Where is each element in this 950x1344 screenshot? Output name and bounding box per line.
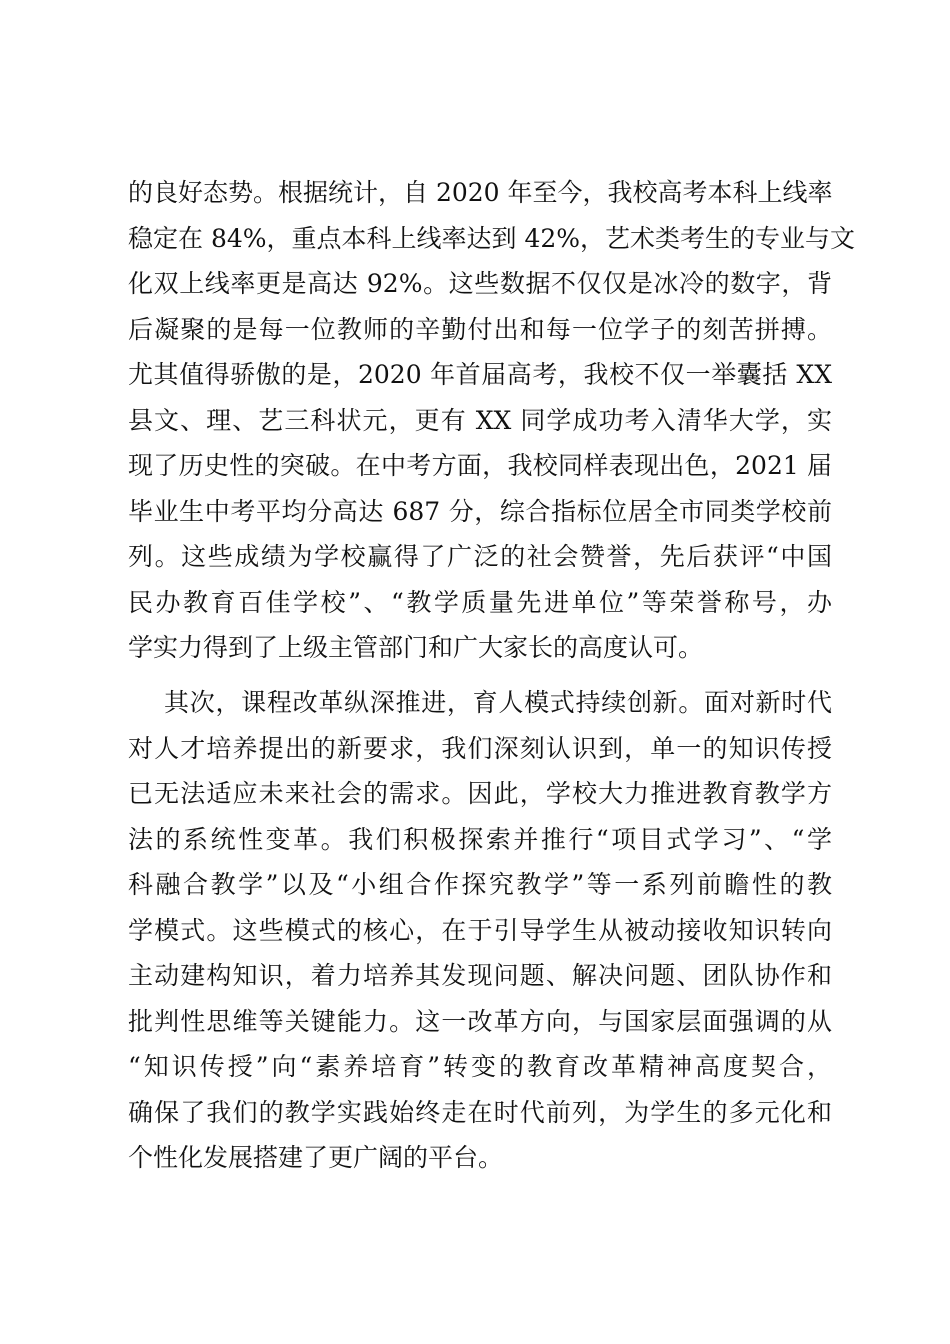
text-line: 确保了我们的教学实践始终走在时代前列，为学生的多元化和 — [128, 1097, 832, 1127]
text-line: 列。这些成绩为学校赢得了广泛的社会赞誉，先后获评“中国 — [128, 542, 832, 571]
text-line: 后凝聚的是每一位教师的辛勤付出和每一位学子的刻苦拼搏。 — [128, 314, 832, 344]
text-line: “知识传授”向“素养培育”转变的教育改革精神高度契合， — [128, 1052, 832, 1081]
text-line: 毕业生中考平均分高达 687 分，综合指标位居全市同类学校前 — [128, 496, 832, 526]
text-line: 法的系统性变革。我们积极探索并推行“项目式学习”、“学 — [128, 824, 832, 854]
text-line: 个性化发展搭建了更广阔的平台。 — [128, 1143, 504, 1172]
text-line: 化双上线率更是高达 92%。这些数据不仅仅是冰冷的数字，背 — [128, 269, 832, 298]
text-line: 民办教育百佳学校”、“教学质量先进单位”等荣誉称号，办 — [128, 587, 832, 617]
text-line: 的良好态势。根据统计，自 2020 年至今，我校高考本科上线率 — [128, 178, 833, 207]
text-line: 科融合教学”以及“小组合作探究教学”等一系列前瞻性的教 — [128, 870, 832, 899]
text-line: 现了历史性的突破。在中考方面，我校同样表现出色，2021 届 — [128, 451, 832, 480]
text-line: 其次，课程改革纵深推进，育人模式持续创新。面对新时代 — [164, 688, 832, 717]
text-line: 学实力得到了上级主管部门和广大家长的高度认可。 — [128, 633, 704, 662]
text-line: 已无法适应未来社会的需求。因此，学校大力推进教育教学方 — [128, 779, 832, 808]
paragraph-exam-results — [128, 170, 856, 671]
text-line: 尤其值得骄傲的是，2020 年首届高考，我校不仅一举囊括 XX — [128, 360, 832, 389]
text-line: 稳定在 84%，重点本科上线率达到 42%，艺术类考生的专业与文 — [128, 223, 856, 253]
text-line: 对人才培养提出的新要求，我们深刻认识到，单一的知识传授 — [128, 733, 832, 763]
text-line: 学模式。这些模式的核心，在于引导学生从被动接收知识转向 — [128, 915, 832, 945]
text-line: 县文、理、艺三科状元，更有 XX 同学成功考入清华大学，实 — [128, 405, 832, 435]
text-line: 主动建构知识，着力培养其发现问题、解决问题、团队协作和 — [128, 961, 832, 990]
text-line: 批判性思维等关键能力。这一改革方向，与国家层面强调的从 — [128, 1006, 832, 1036]
paragraph-curriculum-reform — [128, 680, 832, 1181]
